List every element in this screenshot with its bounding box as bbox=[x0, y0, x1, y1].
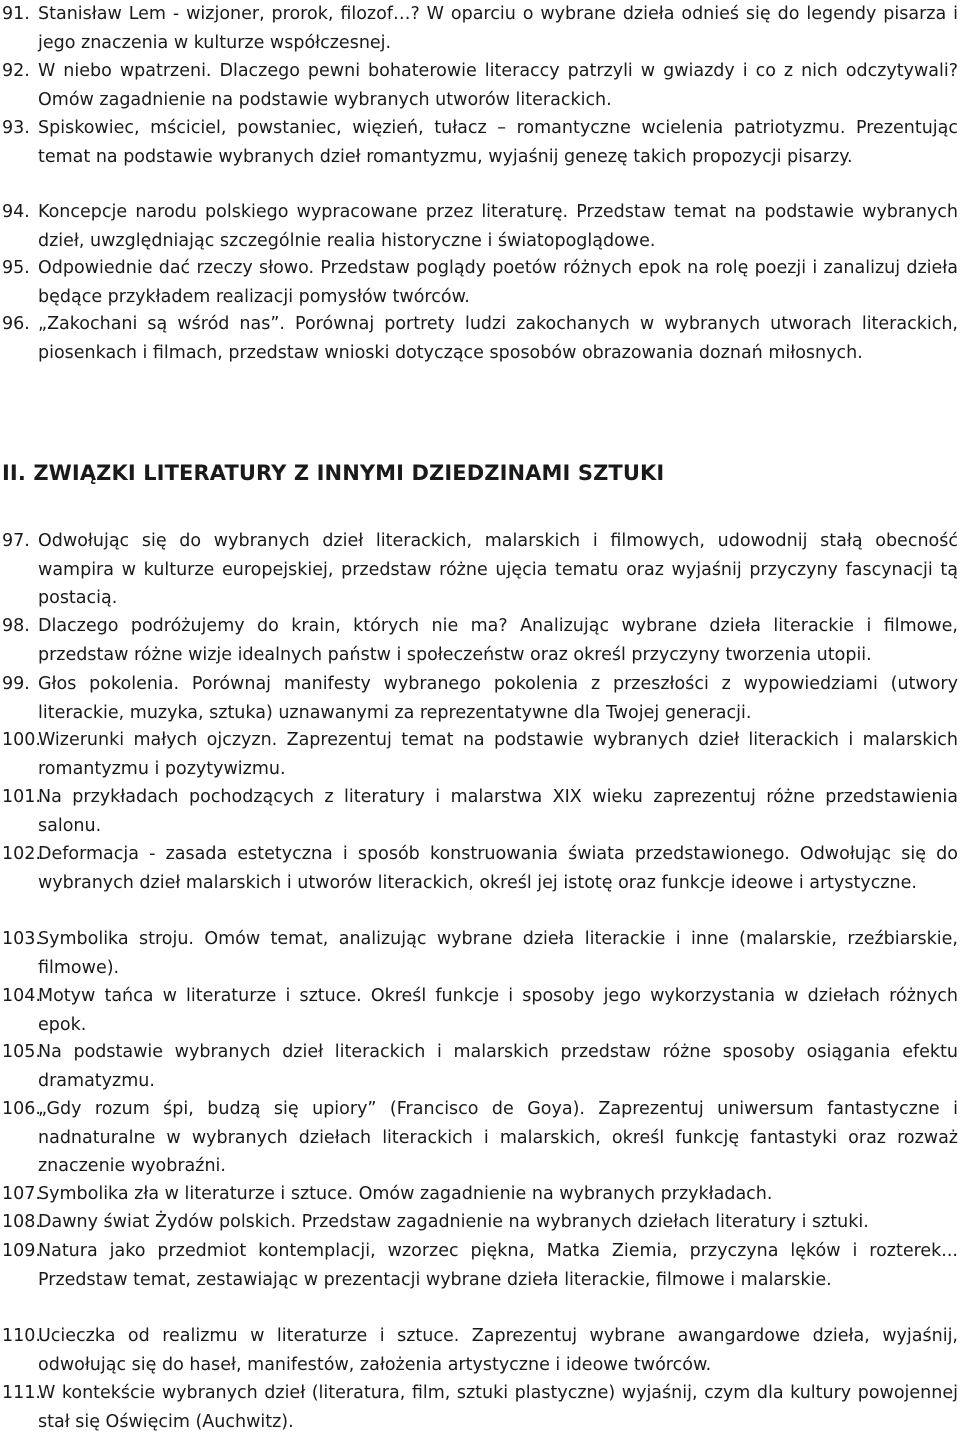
list-item-95 bbox=[0, 254, 958, 311]
item-number: 102. bbox=[2, 844, 41, 864]
list-item-104 bbox=[0, 982, 958, 1039]
list-item-107 bbox=[0, 1180, 958, 1209]
item-text: Koncepcje narodu polskiego wypracowane przez literaturę. Przedstaw temat na podstawie wybranych dzieł, uwzględniając szczególnie realia historyczne i światopoglądowe. bbox=[38, 202, 958, 251]
list-item-94 bbox=[0, 198, 958, 255]
item-text: W kontekście wybranych dzieł (literatura, film, sztuki plastyczne) wyjaśnij, czym dla kultury powojennej stał się Oświęcim (Auchwitz). bbox=[38, 1383, 958, 1432]
item-text: Stanisław Lem - wizjoner, prorok, filozof…? W oparciu o wybrane dzieła odnieś się do legendy pisarza i jego znaczenia w kulturze współczesnej. bbox=[38, 4, 958, 53]
list-item-102 bbox=[0, 840, 958, 897]
list-item-92 bbox=[0, 57, 958, 114]
list-item-99 bbox=[0, 670, 958, 727]
list-item-97 bbox=[0, 527, 958, 613]
item-number: 97. bbox=[2, 531, 30, 551]
list-item-105 bbox=[0, 1038, 958, 1095]
list-item-96 bbox=[0, 310, 958, 367]
item-text: „Gdy rozum śpi, budzą się upiory” (Francisco de Goya). Zaprezentuj uniwersum fantastyczne i nadnaturalne w wybranych dziełach literackich i malarskich, określ funkcję fantastyki oraz rozważ znaczenie wyobraźni. bbox=[38, 1099, 958, 1177]
item-text: „Zakochani są wśród nas”. Porównaj portrety ludzi zakochanych w wybranych utworach literackich, piosenkach i filmach, przedstaw wnioski dotyczące sposobów obrazowania doznań miłosnych. bbox=[38, 314, 958, 363]
item-text: Natura jako przedmiot kontemplacji, wzorzec piękna, Matka Ziemia, przyczyna lęków i rozterek... Przedstaw temat, zestawiając w prezentacji wybrane dzieła literackie, filmowe i malarskie. bbox=[38, 1241, 958, 1290]
item-text: Symbolika stroju. Omów temat, analizując wybrane dzieła literackie i inne (malarskie, rzeźbiarskie, filmowe). bbox=[38, 929, 958, 978]
list-item-111 bbox=[0, 1379, 958, 1436]
item-text: Deformacja - zasada estetyczna i sposób konstruowania świata przedstawionego. Odwołując się do wybranych dzieł malarskich i utworów literackich, określ jej istotę oraz funkcje ideowe i artystyczne. bbox=[38, 844, 958, 893]
item-text: Spiskowiec, mściciel, powstaniec, więzień, tułacz – romantyczne wcielenia patriotyzmu. Prezentując temat na podstawie wybranych dzieł romantyzmu, wyjaśnij genezę takich propozycji pisarzy. bbox=[38, 118, 958, 167]
item-number: 103. bbox=[2, 929, 41, 949]
list-item-100 bbox=[0, 726, 958, 783]
list-item-91 bbox=[0, 0, 958, 57]
item-number: 106. bbox=[2, 1099, 41, 1119]
list-item-98 bbox=[0, 612, 958, 669]
item-number: 99. bbox=[2, 674, 30, 694]
item-number: 107. bbox=[2, 1184, 41, 1204]
item-text: Na przykładach pochodzących z literatury i malarstwa XIX wieku zaprezentuj różne przedstawienia salonu. bbox=[38, 787, 958, 836]
item-text: Głos pokolenia. Porównaj manifesty wybranego pokolenia z przeszłości z wypowiedziami (utwory literackie, muzyka, sztuka) uznawanymi za reprezentatywne dla Twojej generacji. bbox=[38, 674, 958, 723]
item-text: Ucieczka od realizmu w literaturze i sztuce. Zaprezentuj wybrane awangardowe dzieła, wyjaśnij, odwołując się do haseł, manifestów, założenia artystyczne i ideowe twórców. bbox=[38, 1326, 958, 1375]
list-item-109 bbox=[0, 1237, 958, 1294]
item-number: 109. bbox=[2, 1241, 41, 1261]
item-number: 100. bbox=[2, 730, 41, 750]
item-number: 92. bbox=[2, 61, 30, 81]
item-number: 91. bbox=[2, 4, 30, 24]
item-number: 101. bbox=[2, 787, 41, 807]
item-number: 94. bbox=[2, 202, 30, 222]
item-text: Wizerunki małych ojczyzn. Zaprezentuj temat na podstawie wybranych dzieł literackich i malarskich romantyzmu i pozytywizmu. bbox=[38, 730, 958, 779]
list-item-103 bbox=[0, 925, 958, 982]
list-item-101 bbox=[0, 783, 958, 840]
item-number: 110. bbox=[2, 1326, 41, 1346]
item-text: Odpowiednie dać rzeczy słowo. Przedstaw poglądy poetów różnych epok na rolę poezji i zanalizuj dzieła będące przykładem realizacji pomysłów twórców. bbox=[38, 258, 958, 307]
item-number: 98. bbox=[2, 616, 30, 636]
section-heading: II. ZWIĄZKI LITERATURY Z INNYMI DZIEDZINAMI SZTUKI bbox=[2, 461, 665, 485]
item-text: Dlaczego podróżujemy do krain, których nie ma? Analizując wybrane dzieła literackie i filmowe, przedstaw różne wizje idealnych państw i społeczeństw oraz określ przyczyny tworzenia utopii. bbox=[38, 616, 958, 665]
item-number: 96. bbox=[2, 314, 30, 334]
list-item-110 bbox=[0, 1322, 958, 1379]
item-text: Odwołując się do wybranych dzieł literackich, malarskich i filmowych, udowodnij stałą obecność wampira w kulturze europejskiej, przedstaw różne ujęcia tematu oraz wyjaśnij przyczyny fascynacji tą postacią. bbox=[38, 531, 958, 609]
item-text: Symbolika zła w literaturze i sztuce. Omów zagadnienie na wybranych przykładach. bbox=[38, 1184, 773, 1204]
item-text: W niebo wpatrzeni. Dlaczego pewni bohaterowie literaccy patrzyli w gwiazdy i co z nich odczytywali? Omów zagadnienie na podstawie wybranych utworów literackich. bbox=[38, 61, 958, 110]
item-text: Dawny świat Żydów polskich. Przedstaw zagadnienie na wybranych dziełach literatury i sztuki. bbox=[38, 1212, 869, 1232]
item-number: 105. bbox=[2, 1042, 41, 1062]
item-text: Motyw tańca w literaturze i sztuce. Określ funkcje i sposoby jego wykorzystania w dziełach różnych epok. bbox=[38, 986, 958, 1035]
item-number: 104. bbox=[2, 986, 41, 1006]
list-item-106 bbox=[0, 1095, 958, 1181]
item-number: 108. bbox=[2, 1212, 41, 1232]
item-number: 111. bbox=[2, 1383, 41, 1403]
item-text: Na podstawie wybranych dzieł literackich i malarskich przedstaw różne sposoby osiągania efektu dramatyzmu. bbox=[38, 1042, 958, 1091]
list-item-93 bbox=[0, 114, 958, 171]
list-item-108 bbox=[0, 1208, 958, 1237]
item-number: 95. bbox=[2, 258, 30, 278]
item-number: 93. bbox=[2, 118, 30, 138]
